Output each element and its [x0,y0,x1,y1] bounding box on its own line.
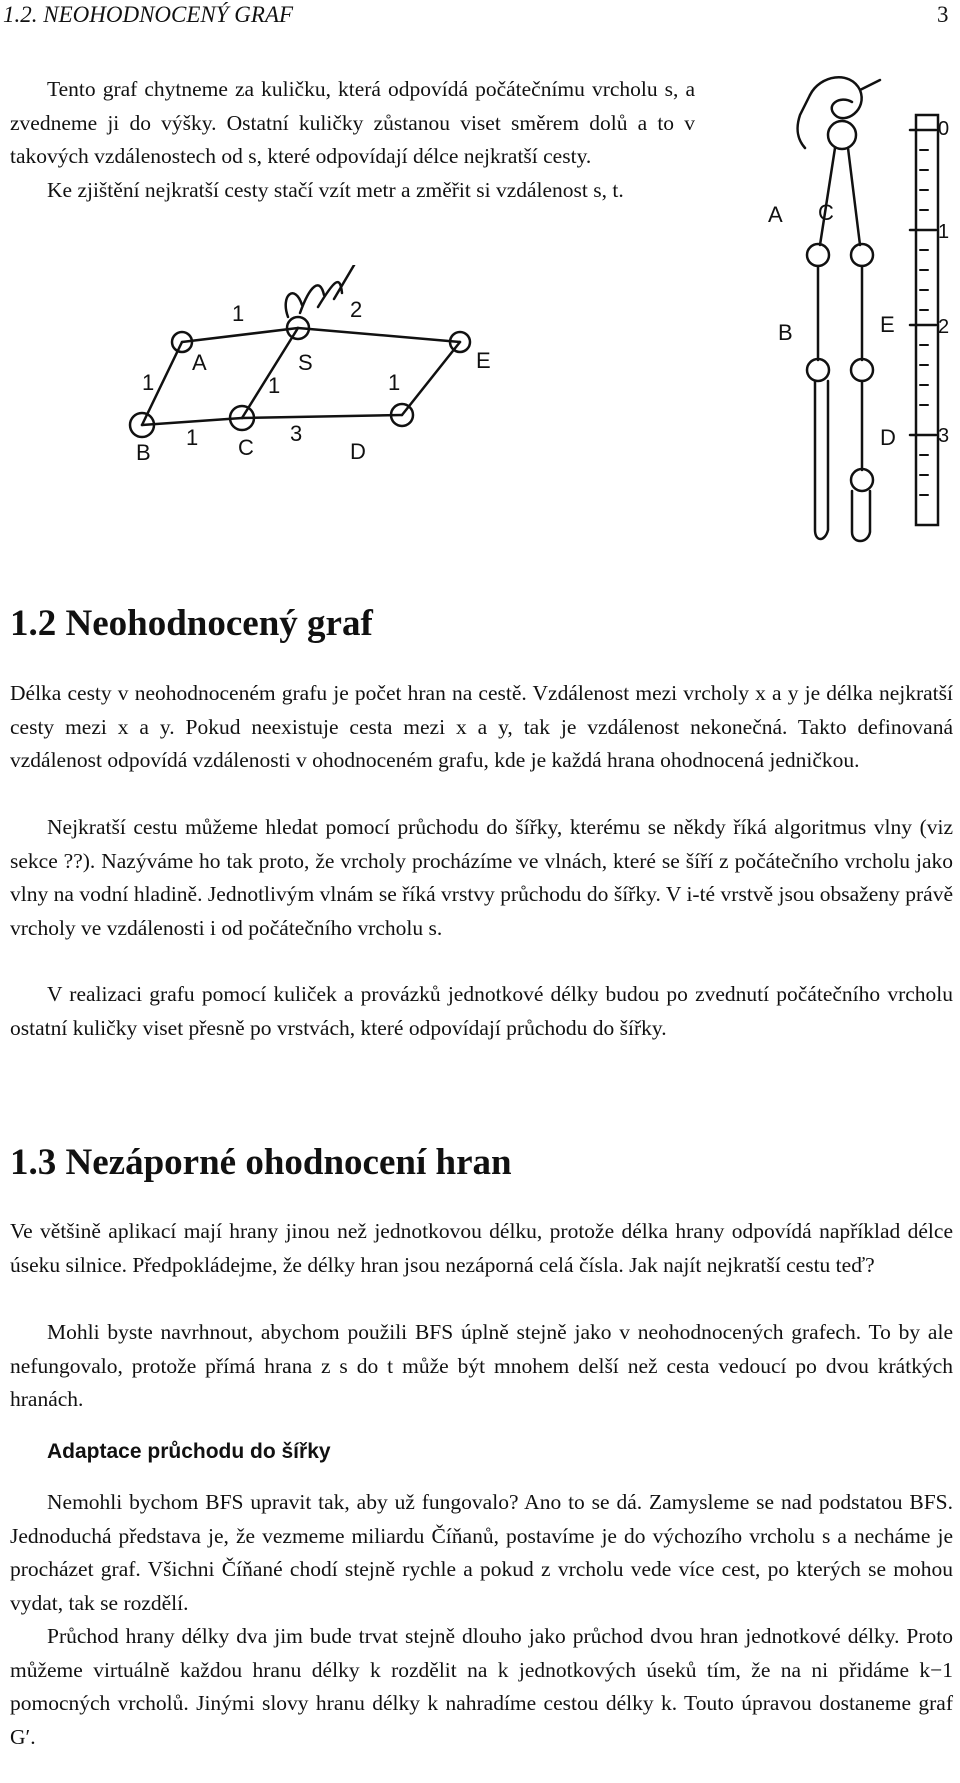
ruler-body [916,115,938,525]
label-b: B [778,320,793,345]
running-title: 1.2. NEOHODNOCENÝ GRAF [3,2,294,27]
node-label-b: B [136,440,151,465]
subsection-paragraph-1: Nemohli bychom BFS upravit tak, aby už fungovalo? Ano to se dá. Zamysleme se nad podstatou BFS. Jednoduchá představa je, že vezmeme miliardu Číňanů, postavíme je do výchozího vrcholu s a necháme je procházet graf. Všichni Číňané chodí stejně rychle a pokud z vrcholu vede více cest, po kterých se mohou vydat, tak se rozdělí. [10,1490,953,1615]
subsection-heading: Adaptace průchodu do šířky [47,1440,331,1463]
weight-b-c: 1 [186,425,199,450]
edge-a-s [182,328,298,342]
weight-c-d: 3 [290,421,303,446]
intro-paragraph-1: Tento graf chytneme za kuličku, která odpovídá počátečnímu vrcholu s, a zvedneme ji do výšky. Ostatní kuličky zůstanou viset směrem dolů a to v takových vzdálenostech od s, které odpovídají délce nejkratší cesty. [10,77,695,168]
label-c: C [818,200,834,225]
section-heading-1-3: 1.3 Nezáporné ohodnocení hran [10,1142,512,1183]
node-d [851,469,873,491]
label-e: E [880,312,895,337]
weight-e-d: 1 [388,370,401,395]
node-e [851,359,873,381]
ruler-mark-0: 0 [938,118,950,140]
hand-icon [286,265,360,317]
label-d: D [880,425,896,450]
weighted-graph-figure [120,265,520,515]
edge-e-d [402,342,460,415]
subsection-paragraph-2: Průchod hrany délky dva jim bude trvat stejně dlouho jako průchod dvou hran jednotkové délky. Proto můžeme virtuálně každou hranu délky k rozdělit na k jednotkových úseků tím, že na ni přidáme k−1 pomocných vrcholů. Jinými slovy hranu délky k nahradíme cestou délky k. Touto úpravou dostaneme graf G′. [10,1624,953,1749]
section-1-3-paragraph-1: Ve většině aplikací mají hrany jinou než jednotkovou délku, protože délka hrany odpovídá například délce úseku silnice. Předpokládejme, že délky hran jsou nezáporná celá čísla. Jak najít nejkratší cestu teď? [10,1219,953,1277]
weight-s-e: 2 [350,297,363,322]
hanging-graph-figure [760,70,960,545]
label-a: A [768,202,783,227]
ruler-minor-ticks [920,150,928,495]
node-b [807,359,829,381]
section-1-2-paragraph-3: V realizaci grafu pomocí kuliček a provázků jednotkové délky budou po zvednutí počátečního vrcholu ostatní kuličky viset přesně po vrstvách, které odpovídají průchodu do šířky. [10,982,953,1040]
node-s [828,121,856,149]
ruler-mark-3: 3 [938,425,950,447]
section-heading-1-2: 1.2 Neohodnocený graf [10,603,373,644]
node-label-c: C [238,435,254,460]
arm-outline [798,80,880,148]
node-label-e: E [476,348,491,373]
section-1-2-paragraph-1: Délka cesty v neohodnoceném grafu je počet hran na cestě. Vzdálenost mezi vrcholy x a y je délka nejkratší cesty mezi x a y. Pokud neexistuje cesta mezi x a y, tak je vzdálenost nekonečná. Takto definovaná vzdálenost odpovídá vzdálenosti v ohodnoceném grafu, kde je každá hrana ohodnocená jedničkou. [10,681,953,772]
node-label-s: S [298,350,313,375]
section-1-3-paragraph-2: Mohli byste navrhnout, abychom použili BFS úplně stejně jako v neohodnocených grafech. To by ale nefungovalo, protože přímá hrana z s do t může být mnohem delší než cesta vedoucí po dvou krátkých hranách. [10,1320,953,1411]
node-a [807,244,829,266]
edge-s-e [298,328,460,342]
weight-s-c: 1 [268,373,281,398]
page-number: 3 [937,2,949,27]
node-label-d: D [350,439,366,464]
hand-icon [810,77,862,118]
node-label-a: A [192,350,207,375]
node-c [851,244,873,266]
edge-c-d [242,415,402,418]
string-s-a [820,148,835,245]
ruler-mark-1: 1 [938,221,950,243]
edge-b-c [142,418,242,425]
section-1-2-paragraph-2: Nejkratší cestu můžeme hledat pomocí průchodu do šířky, kterému se někdy říká algoritmus vlny (viz sekce ??). Nazýváme ho tak proto, že vrcholy procházíme ve vlnách, které se šíří z počátečního vrcholu jako vlny na vodní hladině. Jednotlivým vlnám se říká vrstvy průchodu do šířky. V i-té vrstvě jsou obsaženy právě vrcholy ve vzdálenosti i od počátečního vrcholu s. [10,815,953,940]
string-s-c [848,148,860,245]
weight-a-s: 1 [232,301,245,326]
intro-paragraph-2: Ke zjištění nejkratší cesty stačí vzít metr a změřit si vzdálenost s, t. [47,178,624,202]
ruler-mark-2: 2 [938,316,950,338]
weight-a-b: 1 [142,370,155,395]
